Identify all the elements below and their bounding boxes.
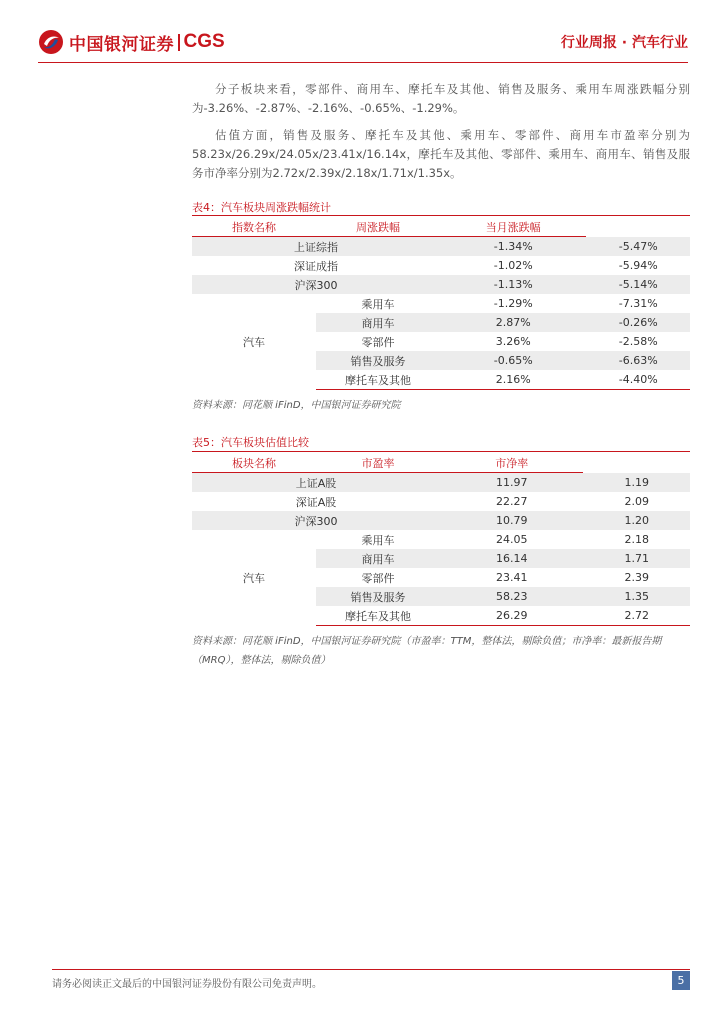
index-name: 沪深300 bbox=[192, 275, 440, 294]
board-name: 深证A股 bbox=[295, 495, 337, 509]
pe-ratio: 22.27 bbox=[495, 495, 528, 508]
pb-ratio: 2.39 bbox=[624, 571, 649, 584]
pb-ratio: 1.19 bbox=[583, 473, 690, 493]
monthly-change: -4.40% bbox=[586, 370, 690, 390]
sub-sector-name: 乘用车 bbox=[361, 533, 395, 547]
paragraph-valuation: 估值方面，销售及服务、摩托车及其他、乘用车、零部件、商用车市盈率分别为58.23x/26.29x/24.05x/23.41x/16.14x，摩托车及其他、零部件、乘用车、商用车、销售及服务市净率分别为2.72x/2.39x/2.18x/1.71x/1.35x。 bbox=[192, 128, 690, 180]
table-row bbox=[192, 530, 690, 549]
sub-sector-name: 零部件 bbox=[361, 335, 395, 349]
weekly-change: -1.29% bbox=[493, 297, 533, 310]
sub-sector-name: 摩托车及其他 bbox=[316, 370, 440, 390]
group-label-auto: 汽车 bbox=[192, 294, 316, 390]
table5-source: 资料来源：同花顺 iFinD，中国银河证券研究院（市盈率：TTM，整体法，剔除负值；市净率：最新报告期（MRQ），整体法，剔除负值） bbox=[192, 636, 662, 666]
sub-sector-name: 乘用车 bbox=[361, 297, 395, 311]
table4-weekly-change bbox=[192, 217, 690, 390]
logo-text: 中国银河证券 bbox=[69, 34, 174, 55]
weekly-change: 2.87% bbox=[440, 313, 586, 332]
table-row bbox=[192, 237, 690, 257]
table5-caption: 表5：汽车板块估值比较 bbox=[192, 436, 309, 449]
footer-disclaimer: 请务必阅读正文最后的中国银河证券股份有限公司免责声明。 bbox=[52, 979, 322, 990]
monthly-change: -5.14% bbox=[586, 275, 690, 294]
table-row bbox=[192, 511, 690, 530]
index-name: 深证成指 bbox=[294, 259, 338, 273]
pe-ratio: 58.23 bbox=[440, 587, 583, 606]
pe-ratio: 11.97 bbox=[440, 473, 583, 493]
pe-ratio: 26.29 bbox=[440, 606, 583, 626]
column-header: 当月涨跌幅 bbox=[440, 217, 586, 237]
logo-divider bbox=[178, 34, 180, 51]
paragraph-sector-performance: 分子板块来看，零部件、商用车、摩托车及其他、销售及服务、乘用车周涨跌幅分别为-3.26%、-2.87%、-2.16%、-0.65%、-1.29%。 bbox=[192, 82, 690, 115]
pe-ratio: 16.14 bbox=[440, 549, 583, 568]
table-row bbox=[192, 275, 690, 294]
monthly-change: -6.63% bbox=[586, 351, 690, 370]
table4-caption: 表4：汽车板块周涨跌幅统计 bbox=[192, 201, 331, 214]
sub-sector-name: 销售及服务 bbox=[316, 587, 440, 606]
table5-valuation bbox=[192, 453, 690, 626]
header-divider bbox=[38, 62, 688, 63]
column-header: 周涨跌幅 bbox=[316, 217, 440, 237]
report-category: 行业周报 · 汽车行业 bbox=[560, 35, 688, 51]
index-name: 上证综指 bbox=[192, 237, 440, 257]
table-header-row bbox=[192, 453, 690, 473]
weekly-change: -1.02% bbox=[493, 259, 533, 272]
board-name: 沪深300 bbox=[192, 511, 440, 530]
monthly-change: -5.47% bbox=[586, 237, 690, 257]
column-header: 市盈率 bbox=[316, 453, 440, 473]
sub-sector-name: 商用车 bbox=[316, 313, 440, 332]
table4-top-rule bbox=[192, 215, 690, 216]
table4-source: 资料来源：同花顺 iFinD，中国银河证券研究院 bbox=[192, 400, 401, 411]
weekly-change: -1.34% bbox=[440, 237, 586, 257]
pe-ratio: 24.05 bbox=[495, 533, 528, 546]
table-row bbox=[192, 294, 690, 313]
sub-sector-name: 销售及服务 bbox=[316, 351, 440, 370]
table-header-row bbox=[192, 217, 690, 237]
weekly-change: -0.65% bbox=[440, 351, 586, 370]
pb-ratio: 1.35 bbox=[583, 587, 690, 606]
column-header: 市净率 bbox=[440, 453, 583, 473]
pb-ratio: 2.09 bbox=[624, 495, 649, 508]
sub-sector-name: 商用车 bbox=[316, 549, 440, 568]
galaxy-logo-icon bbox=[38, 29, 64, 55]
pb-ratio: 2.72 bbox=[583, 606, 690, 626]
logo-cgs: CGS bbox=[183, 31, 225, 52]
pe-ratio: 23.41 bbox=[495, 571, 528, 584]
sub-sector-name: 摩托车及其他 bbox=[316, 606, 440, 626]
column-header: 板块名称 bbox=[192, 453, 316, 473]
monthly-change: -0.26% bbox=[586, 313, 690, 332]
table5-top-rule bbox=[192, 451, 690, 452]
board-name: 上证A股 bbox=[192, 473, 440, 493]
pb-ratio: 1.71 bbox=[583, 549, 690, 568]
pe-ratio: 10.79 bbox=[440, 511, 583, 530]
sub-sector-name: 零部件 bbox=[361, 571, 395, 585]
weekly-change: 2.16% bbox=[440, 370, 586, 390]
monthly-change: -5.94% bbox=[618, 259, 658, 272]
table-row bbox=[192, 256, 690, 275]
group-label-auto: 汽车 bbox=[192, 530, 316, 626]
monthly-change: -7.31% bbox=[618, 297, 658, 310]
table-row bbox=[192, 492, 690, 511]
column-header: 指数名称 bbox=[192, 217, 316, 237]
page-number: 5 bbox=[672, 971, 690, 990]
pb-ratio: 1.20 bbox=[583, 511, 690, 530]
company-logo bbox=[38, 27, 225, 57]
footer-divider bbox=[52, 969, 690, 970]
page-header bbox=[38, 27, 688, 57]
monthly-change: -2.58% bbox=[618, 335, 658, 348]
pb-ratio: 2.18 bbox=[624, 533, 649, 546]
weekly-change: -1.13% bbox=[440, 275, 586, 294]
table-row bbox=[192, 473, 690, 493]
weekly-change: 3.26% bbox=[495, 335, 531, 348]
